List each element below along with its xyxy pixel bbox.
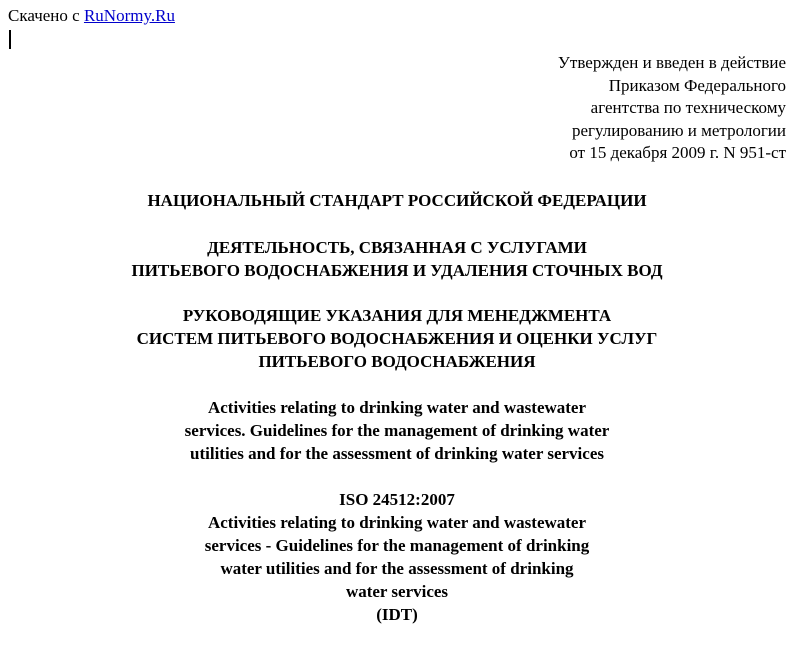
approval-line: Утвержден и введен в действие [557,53,786,72]
title-en [0,396,794,465]
source-link[interactable]: RuNormy.Ru [83,6,175,25]
approval-line: от 15 декабря 2009 г. N 951-ст [569,143,786,163]
title-ru-part2 [0,304,794,373]
iso-title-line: Activities relating to drinking water and wastewater [207,513,587,532]
title-ru-part2-line: ПИТЬЕВОГО ВОДОСНАБЖЕНИЯ [258,352,536,371]
title-ru-part1 [0,236,794,282]
approval-block [558,52,786,165]
iso-number: ISO 24512:2007 [339,490,455,509]
source-prefix: Скачено с [8,6,80,25]
source-line [8,5,175,27]
title-ru-part2-line: РУКОВОДЯЩИЕ УКАЗАНИЯ ДЛЯ МЕНЕДЖМЕНТА [182,306,612,325]
iso-title-line: water utilities and for the assessment of drinking [220,559,574,578]
title-ru-part1-line: ПИТЬЕВОГО ВОДОСНАБЖЕНИЯ И УДАЛЕНИЯ СТОЧНЫХ ВОД [131,261,663,280]
title-ru-part2-line: СИСТЕМ ПИТЬЕВОГО ВОДОСНАБЖЕНИЯ И ОЦЕНКИ УСЛУГ [136,329,658,348]
title-en-line: Activities relating to drinking water and wastewater [207,398,587,417]
title-ru-part1-line: ДЕЯТЕЛЬНОСТЬ, СВЯЗАННАЯ С УСЛУГАМИ [207,238,587,257]
iso-title-line: services - Guidelines for the management of drinking [204,536,590,555]
iso-title-line: water services [345,582,449,601]
standard-heading [0,189,794,212]
approval-line: агентства по техническому [590,98,786,118]
text-cursor [9,30,11,49]
approval-line: регулированию и метрологии [571,120,786,140]
standard-heading-line: НАЦИОНАЛЬНЫЙ СТАНДАРТ РОССИЙСКОЙ ФЕДЕРАЦИИ [147,191,647,210]
iso-reference [0,488,794,626]
approval-line: Приказом Федерального [608,75,786,95]
title-en-line: utilities and for the assessment of drinking water services [190,444,604,463]
iso-degree: (IDT) [376,605,418,624]
title-en-line: services. Guidelines for the management of drinking water [184,421,610,440]
